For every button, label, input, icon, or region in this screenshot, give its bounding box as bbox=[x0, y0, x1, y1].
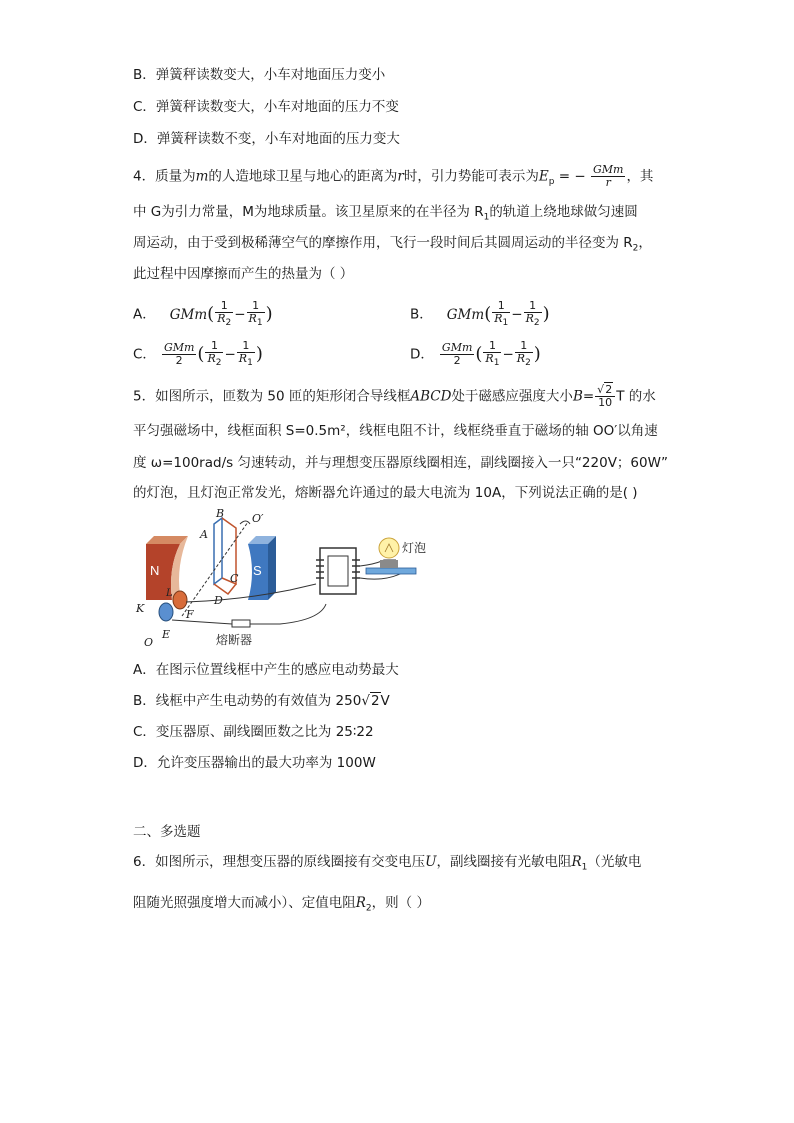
label-k: K bbox=[136, 602, 145, 615]
label-e: E bbox=[162, 628, 171, 641]
q5-stem-line2: 平匀强磁场中，线框面积 S=0.5m²，线框电阻不计，线框绕垂直于磁场的轴 OO′以角速 bbox=[133, 423, 658, 439]
q4-stem-line1: 4．质量为m的人造地球卫星与地心的距离为r时，引力势能可表示为$E_p$ = − $\frac{\text{GMm}}{r}$ ，其 bbox=[133, 163, 654, 189]
q4-option-b: B． GMm( $\frac{1}{R_1}$ − $\frac{1}{R_2}$ ) bbox=[410, 299, 550, 329]
label-d: D bbox=[214, 594, 223, 607]
q6-stem-line2: 阻随光照强度增大而减小）、定值电阻$R_2$，则（ ） bbox=[133, 895, 430, 914]
q5-option-b: B．线框中产生电动势的有效值为 250√2V bbox=[133, 693, 390, 709]
slip-ring-outer bbox=[173, 591, 187, 609]
q4-option-c: C． $\frac{\text{GMm}}{2}$ ( $\frac{1}{R_2}$ − $\frac{1}{R_1}$ ) bbox=[133, 339, 263, 369]
label-o-prime: O′ bbox=[252, 512, 264, 525]
lamp-label: 灯泡 bbox=[402, 541, 427, 555]
label-a: A bbox=[200, 528, 208, 541]
q4-option-d: D． $\frac{\text{GMm}}{2}$ ( $\frac{1}{R_1}$ − $\frac{1}{R_2}$ ) bbox=[410, 339, 541, 369]
n-label: N bbox=[150, 563, 160, 578]
label-l: L bbox=[166, 588, 173, 599]
q3-option-d: D．弹簧秤读数不变，小车对地面的压力变大 bbox=[133, 131, 400, 147]
coil-frame bbox=[214, 518, 222, 584]
fuse-label: 熔断器 bbox=[216, 633, 253, 647]
q5-option-c: C．变压器原、副线圈匝数之比为 25∶22 bbox=[133, 724, 374, 740]
label-c: C bbox=[230, 572, 239, 585]
s-label: S bbox=[253, 563, 262, 578]
q4-stem-line4: 此过程中因摩擦而产生的热量为（ ） bbox=[133, 266, 354, 282]
q5-stem-line1: 5．如图所示，匝数为 50 匝的矩形闭合导线框ABCD处于磁感应强度大小B= $\frac{√2}{10}$ T 的水 bbox=[133, 383, 656, 409]
slip-ring-inner bbox=[159, 603, 173, 621]
q6-stem-line1: 6．如图所示，理想变压器的原线圈接有交变电压U，副线圈接有光敏电阻$R_1$（光敏电 bbox=[133, 854, 642, 873]
q4-stem-line2: 中 G为引力常量，M为地球质量。该卫星原来的在半径为 $R_1$的轨道上绕地球做匀速圆 bbox=[133, 204, 638, 223]
label-b: B bbox=[216, 508, 225, 520]
q5-stem-line4: 的灯泡，且灯泡正常发光，熔断器允许通过的最大电流为 10A，下列说法正确的是( ) bbox=[133, 485, 638, 501]
q3-option-c: C．弹簧秤读数变大，小车对地面的压力不变 bbox=[133, 99, 399, 115]
q4-option-a: A． GMm( $\frac{1}{R_2}$ − $\frac{1}{R_1}$ ) bbox=[133, 299, 273, 329]
lamp-base bbox=[366, 568, 416, 574]
q4-stem-line3: 周运动，由于受到极稀薄空气的摩擦作用，飞行一段时间后其圆周运动的半径变为 $R_2$， bbox=[133, 235, 652, 254]
generator-transformer-figure bbox=[130, 508, 430, 656]
q5-stem-line3: 度 ω=100rad/s 匀速转动，并与理想变压器原线圈相连，副线圈接入一只“220V；60W” bbox=[133, 455, 668, 471]
q5-option-a: A．在图示位置线框中产生的感应电动势最大 bbox=[133, 662, 399, 678]
bulb-icon bbox=[379, 538, 399, 558]
fuse bbox=[232, 620, 250, 627]
q3-option-b: B．弹簧秤读数变大，小车对地面压力变小 bbox=[133, 67, 386, 83]
q5-option-d: D．允许变压器输出的最大功率为 100W bbox=[133, 755, 376, 771]
section-heading: 二、多选题 bbox=[133, 824, 201, 840]
label-f: F bbox=[186, 608, 194, 621]
label-o: O bbox=[144, 636, 154, 649]
